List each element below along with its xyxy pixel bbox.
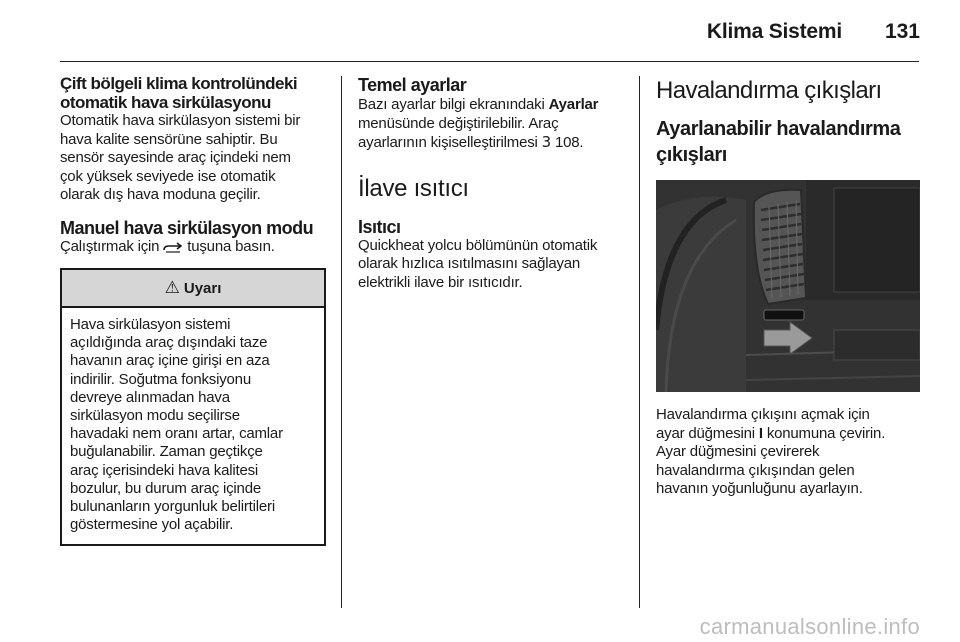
text-line: elektrikli ilave bir ısıtıcıdır. — [358, 273, 523, 291]
text-line: sirkülasyon modu seçilirse — [70, 407, 240, 425]
text-line: indirilir. Soğutma fonksiyonu — [70, 370, 251, 388]
text-span: ayarlarının kişiselleştirilmesi — [358, 134, 538, 151]
text-line: açıldığında araç dışındaki taze — [70, 334, 268, 352]
subsection-title — [656, 116, 924, 168]
watermark: carmanualsonline.info — [699, 614, 920, 639]
text-line: buğulanabilir. Zaman geçtikçe — [70, 443, 263, 461]
text-line: Quickheat yolcu bölümünün otomatik — [358, 236, 598, 254]
section-title: Temel ayarlar — [358, 75, 467, 95]
text-line: havanın araç içine girişi en aza — [70, 352, 270, 370]
text-span: Bazı ayarlar bilgi ekranındaki — [358, 96, 545, 113]
warning-text — [70, 316, 316, 534]
warning-header — [62, 270, 324, 308]
column-divider — [639, 76, 640, 608]
page-header — [0, 0, 960, 62]
position-symbol: I — [758, 424, 763, 442]
text-line: menüsünde değiştirilebilir. Araç — [358, 114, 559, 132]
text-line: Havalandırma çıkışını açmak için — [656, 406, 870, 423]
header-rule — [60, 61, 919, 62]
column-1 — [60, 74, 326, 546]
text-line: çok yüksek seviyede ise otomatik — [60, 167, 276, 185]
text-line: havadaki nem oranı artar, camlar — [70, 425, 283, 443]
page-reference-icon: 3 — [541, 133, 551, 151]
column-divider — [341, 76, 342, 608]
subtitle-line: Ayarlanabilir havalandırma — [656, 118, 901, 140]
text-line: Ayar düğmesini çevirerek — [656, 443, 820, 460]
text-line: göstermesine yol açabilir. — [70, 516, 234, 534]
text-line: Otomatik hava sirkülasyon sistemi bir — [60, 112, 301, 129]
warning-triangle-icon: ⚠ — [164, 278, 180, 297]
recirculation-icon — [163, 240, 183, 259]
text-span: konumuna çevirin. — [766, 424, 886, 442]
subtitle-line: çıkışları — [656, 144, 727, 166]
section-title: Isıtıcı — [358, 216, 401, 237]
paragraph — [358, 96, 626, 153]
settings-menu-name: Ayarlar — [548, 96, 599, 113]
text-line: olarak dış hava moduna geçilir. — [60, 186, 261, 203]
vent-illustration — [656, 180, 920, 392]
paragraph — [656, 406, 924, 499]
text-line: olarak hızlıca ısıtılmasını sağlayan — [358, 255, 581, 272]
text-line: havalandırma çıkışından gelen — [656, 461, 855, 479]
text-line: sensör sayesinde araç içindeki nem — [60, 149, 291, 166]
text-line: Hava sirkülasyon sistemi — [70, 316, 231, 333]
text-span: tuşuna basın. — [187, 237, 275, 255]
text-span: ayar düğmesini — [656, 424, 755, 442]
section-title: Manuel hava sirkülasyon modu — [60, 217, 314, 238]
warning-body — [62, 308, 324, 544]
text-line: araç içerisindeki hava kalitesi — [70, 461, 259, 479]
column-2 — [358, 74, 626, 292]
section-title: Havalandırma çıkışları — [656, 77, 882, 104]
warning-title: Uyarı — [183, 279, 222, 297]
text-line: hava kalite sensörüne sahiptir. Bu — [60, 130, 278, 148]
page-number: 131 — [884, 20, 920, 43]
chapter-title: Klima Sistemi — [706, 20, 842, 43]
page-reference[interactable]: 108. — [554, 134, 584, 151]
paragraph — [60, 112, 326, 205]
paragraph — [60, 238, 326, 259]
column-3 — [656, 74, 924, 499]
section-title-line: otomatik hava sirkülasyonu — [60, 93, 271, 112]
paragraph — [358, 237, 626, 293]
text-line: bulunanların yorgunluk belirtileri — [70, 498, 275, 516]
text-line: havanın yoğunluğunu ayarlayın. — [656, 480, 863, 497]
section-title — [60, 74, 326, 112]
text-line: devreye alınmadan hava — [70, 388, 230, 406]
section-title: İlave ısıtıcı — [358, 174, 469, 202]
warning-box — [60, 268, 326, 546]
text-line: bozulur, bu durum araç içinde — [70, 479, 261, 497]
section-title-line: Çift bölgeli klima kontrolündeki — [60, 74, 298, 93]
text-span: Çalıştırmak için — [60, 237, 160, 255]
